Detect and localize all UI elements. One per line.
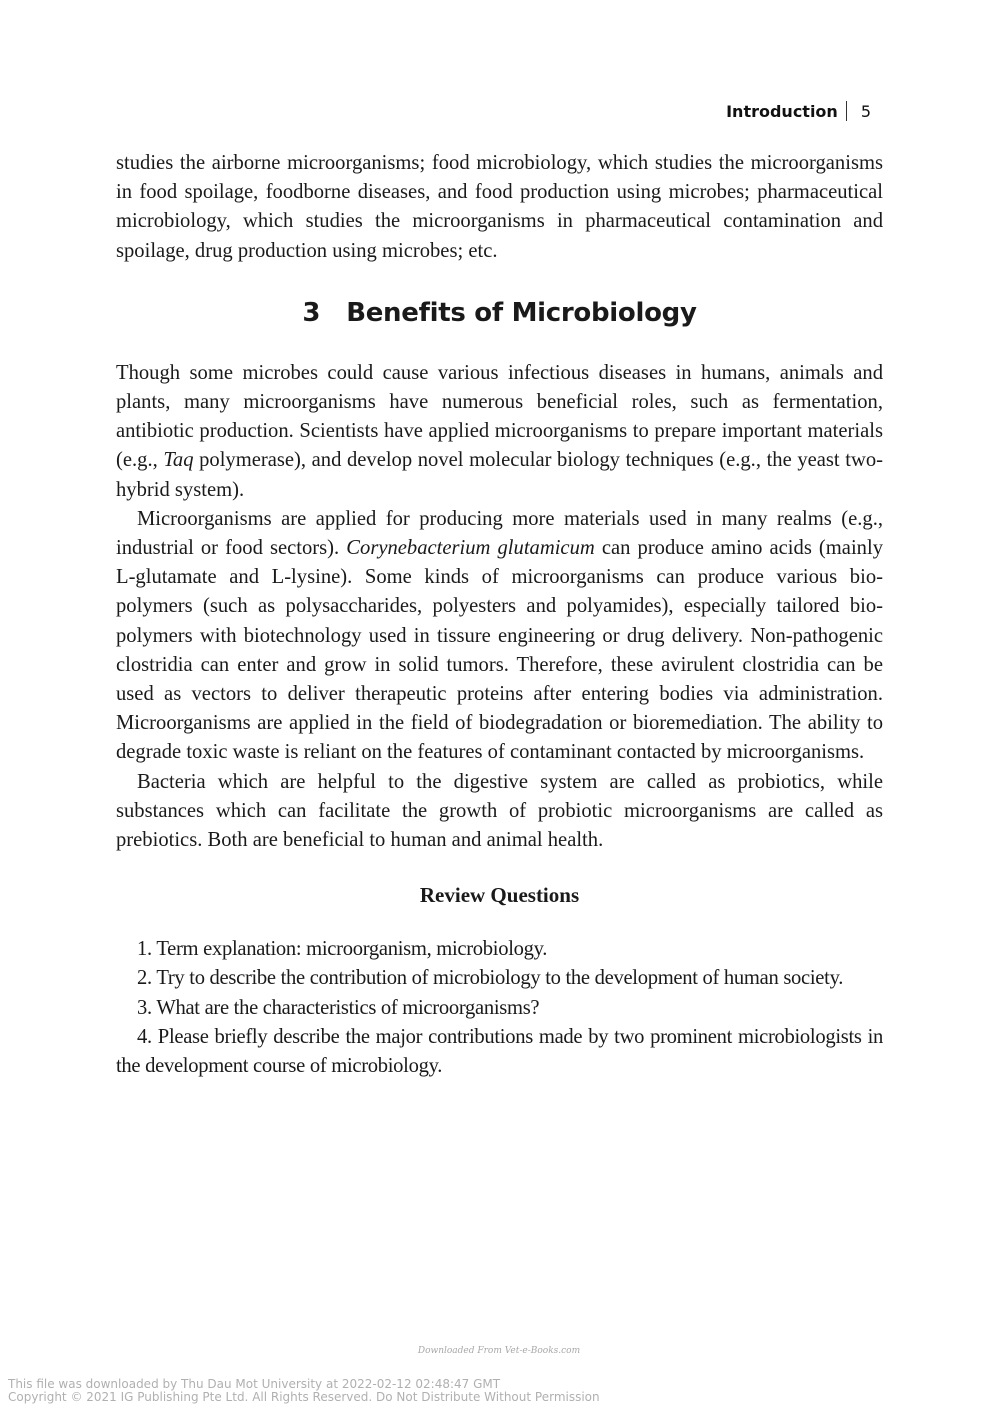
paragraph-2-text-a: Microorganisms are applied for producing more materials used in many realms (e.g., industrial or food sectors). <box>116 507 883 560</box>
review-question: 3. What are the characteristics of microorganisms? <box>137 996 540 1019</box>
copyright-notice: Copyright © 2021 IG Publishing Pte Ltd. All Rights Reserved. Do Not Distribute Without Permission <box>8 1390 600 1404</box>
section-title: Benefits of Microbiology <box>346 297 697 328</box>
paragraph-2-text-b: can produce amino acids (mainly L-glutamate and L-lysine). Some kinds of microorganisms can produce various bio-polymers (such as polysaccharides, polyesters and polyamides), especially tailored bio-polymers with biotechnology used in tissure engineering or drug delivery. Non-pathogenic clostridia can enter and grow in solid tumors. Therefore, these avirulent clostridia can be used as vectors to deliver therapeutic proteins after entering bodies via administration. Microorganisms are applied in the field of biodegradation or bioremediation. The ability to degrade toxic waste is reliant on the features of contaminant contacted by microorganisms. <box>116 537 883 764</box>
section-heading <box>116 296 883 330</box>
download-notice: This file was downloaded by Thu Dau Mot University at 2022-02-12 02:48:47 GMT <box>8 1377 501 1391</box>
continuation-paragraph: studies the airborne microorganisms; food microbiology, which studies the microorganisms in food spoilage, foodborne diseases, and food production using microbes; pharmaceutical microbiology, which studies the microorganisms in pharmaceutical contamination and spoilage, drug production using microbes; etc. <box>116 152 883 262</box>
review-questions-list <box>116 935 883 1081</box>
paragraph-1 <box>116 359 883 505</box>
page-number: 5 <box>860 101 871 121</box>
header-divider <box>846 101 847 121</box>
download-footer <box>8 1378 600 1404</box>
section-number: 3 <box>302 297 321 328</box>
review-question: 4. Please briefly describe the major contributions made by two prominent microbiologists in the development course of microbiology. <box>116 1025 883 1078</box>
taq-term: Taq <box>163 449 194 472</box>
paragraph-3: Bacteria which are helpful to the digestive system are called as probiotics, while substances which can facilitate the growth of probiotic microorganisms are called as prebiotics. Both are beneficial to human and animal health. <box>116 770 883 852</box>
paragraph-1-text-a: Though some microbes could cause various infectious diseases in humans, animals and plants, many microorganisms have numerous beneficial roles, such as fermentation, antibiotic production. Scientists have applied microorganisms to prepare important materials (e.g., <box>116 361 883 472</box>
download-watermark: Downloaded From Vet-e-Books.com <box>417 1346 581 1356</box>
review-question: 1. Term explanation: microorganism, microbiology. <box>137 938 548 961</box>
paragraph-2 <box>116 505 883 768</box>
review-questions-heading: Review Questions <box>419 883 580 908</box>
running-header <box>726 101 871 121</box>
running-header-section: Introduction <box>726 101 838 121</box>
paragraph-1-text-b: polymerase), and develop novel molecular biology techniques (e.g., the yeast two-hybrid system). <box>116 449 884 501</box>
page-body <box>116 149 883 1081</box>
species-name: Corynebacterium glutamicum <box>346 537 595 560</box>
review-question: 2. Try to describe the contribution of microbiology to the development of human society. <box>137 967 844 990</box>
